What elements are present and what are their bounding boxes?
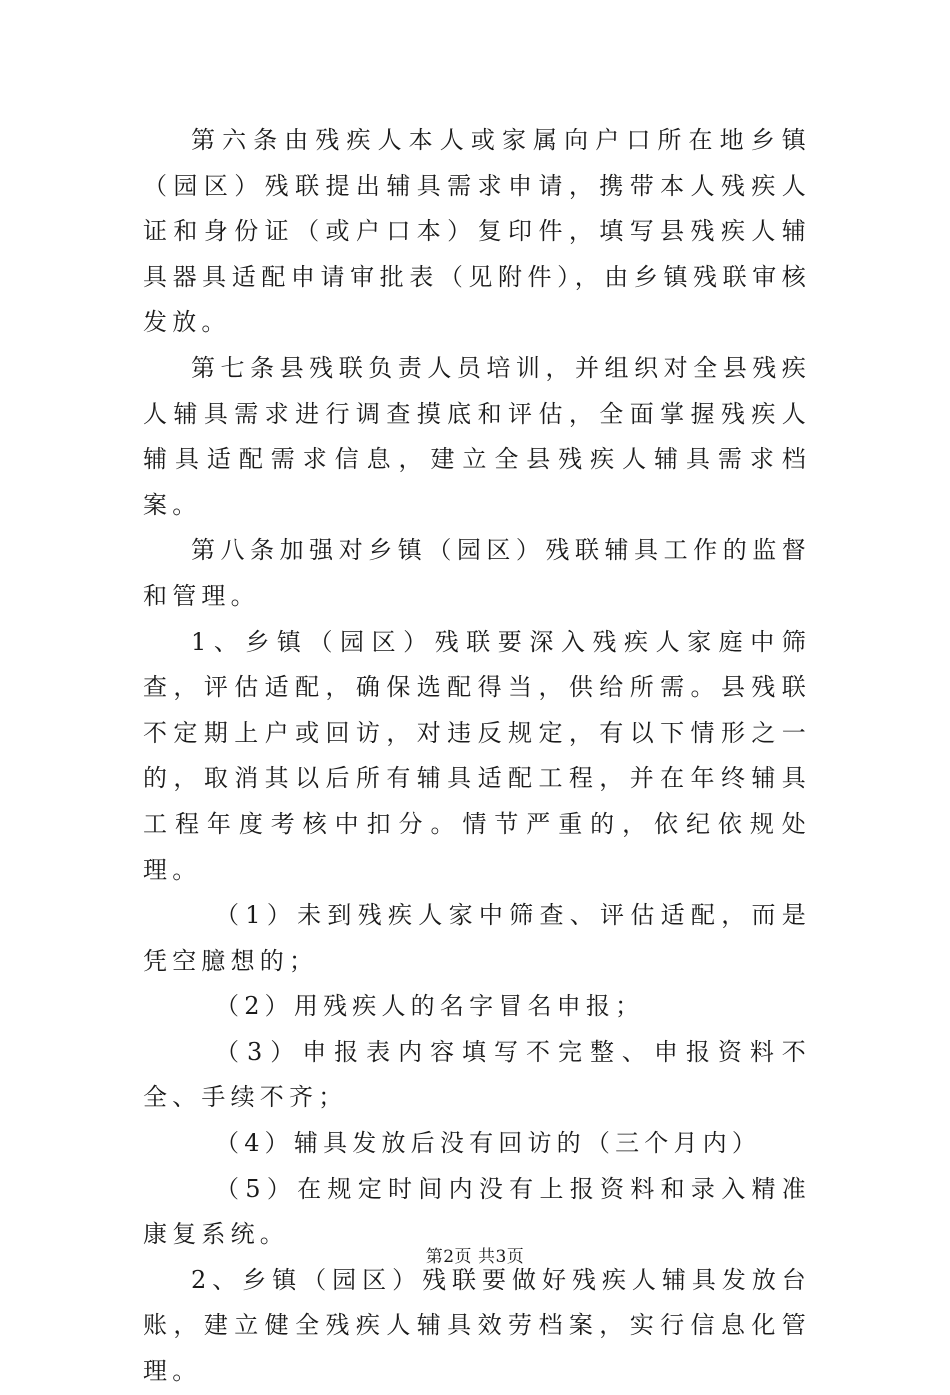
paragraph-article-8: 第八条加强对乡镇（园区）残联辅具工作的监督和管理。 bbox=[143, 536, 811, 610]
paragraph-clause-2: 2、乡镇（园区）残联要做好残疾人辅具发放台账，建立健全残疾人辅具效劳档案，实行信息化管理。 bbox=[143, 1265, 811, 1386]
list-item-5: （5）在规定时间内没有上报资料和录入精准康复系统。 bbox=[143, 1174, 811, 1249]
list-item-4: （4）辅具发放后没有回访的（三个月内） bbox=[215, 1129, 762, 1158]
page-number-footer: 第2页 共3页 bbox=[425, 1247, 525, 1267]
paragraph-article-6: 第六条由残疾人本人或家属向户口所在地乡镇（园区）残联提出辅具需求申请，携带本人残疾人证和身份证（或户口本）复印件，填写县残疾人辅具器具适配申请审批表（见附件），由乡镇残联审核发放。 bbox=[143, 126, 811, 337]
document-body bbox=[143, 118, 811, 1395]
paragraph-clause-1: 1、乡镇（园区）残联要深入残疾人家庭中筛查，评估适配，确保选配得当，供给所需。县残联不定期上户或回访，对违反规定，有以下情形之一的，取消其以后所有辅具适配工程，并在年终辅具工程年度考核中扣分。情节严重的，依纪依规处理。 bbox=[143, 627, 811, 884]
list-item-3: （3）申报表内容填写不完整、申报资料不全、手续不齐； bbox=[143, 1037, 811, 1112]
paragraph-article-7: 第七条县残联负责人员培训，并组织对全县残疾人辅具需求进行调查摸底和评估，全面掌握残疾人辅具适配需求信息，建立全县残疾人辅具需求档案。 bbox=[143, 353, 811, 519]
list-item-1: （1）未到残疾人家中筛查、评估适配，而是凭空臆想的； bbox=[143, 901, 811, 975]
list-item-2: （2）用残疾人的名字冒名申报； bbox=[215, 992, 645, 1021]
